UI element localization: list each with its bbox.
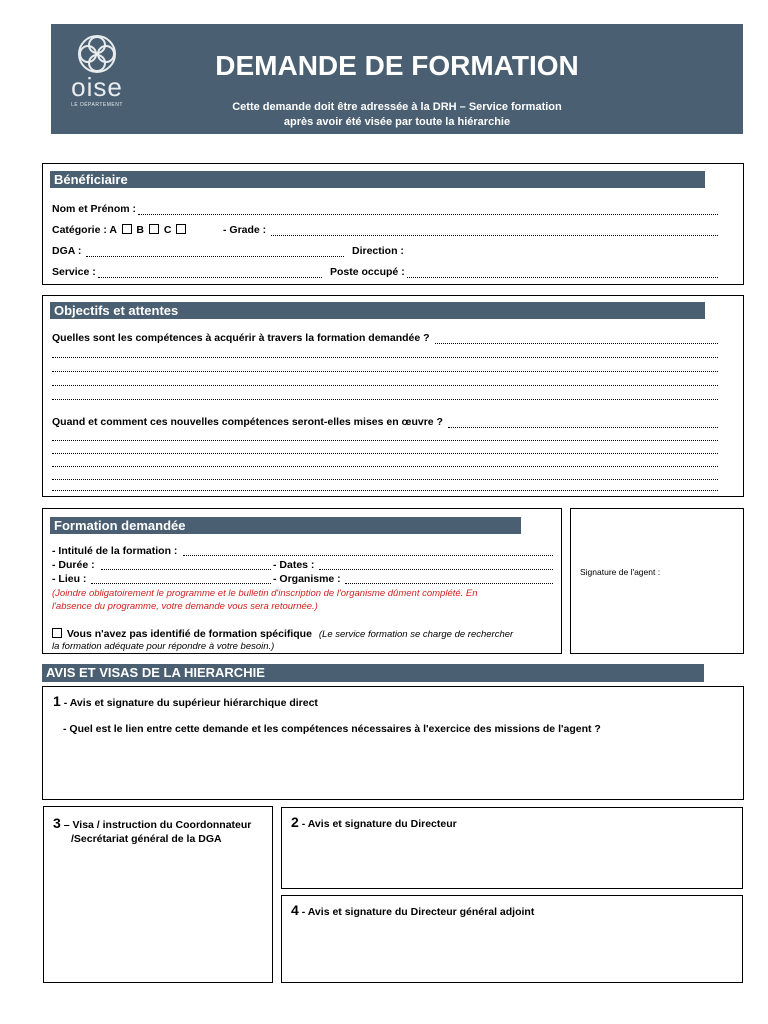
lieu-field[interactable] [91, 583, 271, 584]
avis-box-4[interactable] [281, 895, 743, 983]
avis-3-number: 3 [53, 815, 61, 831]
avis-box-2[interactable] [281, 807, 743, 889]
question-2-line-2[interactable] [52, 453, 718, 454]
poste-label: Poste occupé : [330, 266, 405, 278]
pas-identifie-note-2: la formation adéquate pour répondre à votre besoin.) [52, 641, 275, 652]
avis-2-title-row [291, 814, 457, 830]
formation-section [42, 508, 562, 654]
pas-identifie-row [52, 628, 513, 640]
question-1-line-0[interactable] [435, 343, 718, 344]
dates-field[interactable] [319, 569, 553, 570]
beneficiaire-heading: Bénéficiaire [50, 171, 705, 188]
avis-1-question: - Quel est le lien entre cette demande et les compétences nécessaires à l'exercice des missions de l'agent ? [63, 723, 601, 735]
question-2-line-0[interactable] [448, 427, 718, 428]
page-title [51, 50, 743, 82]
formation-note-1: (Joindre obligatoirement le programme et le bulletin d'inscription de l'organisme dûment complété. En [52, 588, 478, 599]
header-banner [51, 24, 743, 134]
categorie-c-label: C [163, 224, 172, 236]
intitule-field[interactable] [183, 555, 553, 556]
question-2-line-4[interactable] [52, 479, 718, 480]
avis-1-number: 1 [53, 693, 61, 709]
pas-identifie-label: Vous n'avez pas identifié de formation spécifique [66, 628, 312, 640]
avis-3-title-1: – Visa / instruction du Coordonnateur [63, 819, 252, 831]
logo-subtitle: LE DÉPARTEMENT [71, 102, 123, 108]
nom-prenom-field[interactable] [138, 214, 718, 215]
question-1-line-4[interactable] [52, 399, 718, 400]
dga-label: DGA : [52, 245, 82, 257]
formation-note-2: l'absence du programme, votre demande vous sera retournée.) [52, 601, 318, 612]
page-title-text: DEMANDE DE FORMATION [215, 50, 579, 81]
categorie-b-label: B [136, 224, 145, 236]
organisme-label: - Organisme : [273, 573, 341, 585]
avis-3-title-row [53, 815, 251, 831]
avis-2-number: 2 [291, 814, 299, 830]
categorie-b-checkbox[interactable] [149, 224, 159, 234]
question-1-line-2[interactable] [52, 371, 718, 372]
question-1-line-3[interactable] [52, 385, 718, 386]
signature-agent-box[interactable] [570, 508, 744, 654]
intitule-label: - Intitulé de la formation : [52, 545, 178, 557]
avis-4-number: 4 [291, 902, 299, 918]
direction-field[interactable] [411, 256, 718, 257]
header-subtitle-1: Cette demande doit être adressée à la DRH – Service formation [232, 101, 562, 113]
avis-box-3[interactable] [43, 806, 273, 983]
service-label: Service : [52, 266, 96, 278]
categorie-a-checkbox[interactable] [122, 224, 132, 234]
question-2-line-3[interactable] [52, 466, 718, 467]
question-1-line-1[interactable] [52, 357, 718, 358]
avis-1-title: - Avis et signature du supérieur hiérarchique direct [63, 697, 318, 709]
objectifs-section [42, 295, 744, 497]
signature-agent-label: Signature de l'agent : [580, 567, 661, 577]
formation-heading: Formation demandée [50, 517, 521, 534]
categorie-label [52, 224, 188, 236]
categorie-a-label: Catégorie : A [52, 224, 117, 236]
lieu-label: - Lieu : [52, 573, 87, 585]
question-2-label: Quand et comment ces nouvelles compétences seront-elles mises en œuvre ? [52, 416, 443, 428]
duree-field[interactable] [101, 569, 271, 570]
nom-prenom-label: Nom et Prénom : [52, 203, 137, 215]
pas-identifie-checkbox[interactable] [52, 628, 62, 638]
avis-box-1[interactable] [42, 686, 744, 800]
logo-word: oise [71, 72, 123, 102]
dates-label: - Dates : [273, 559, 315, 571]
avis-4-title: - Avis et signature du Directeur général adjoint [301, 906, 535, 918]
grade-label: - Grade : [223, 224, 267, 236]
dga-field[interactable] [86, 256, 344, 257]
avis-3-title-2: /Secrétariat général de la DGA [71, 833, 222, 845]
avis-heading: AVIS ET VISAS DE LA HIERARCHIE [42, 664, 704, 682]
avis-4-title-row [291, 902, 534, 918]
header-subtitle-2: après avoir été visée par toute la hiérarchie [283, 116, 511, 128]
beneficiaire-section [42, 163, 744, 285]
duree-label: - Durée : [52, 559, 95, 571]
service-field[interactable] [98, 277, 322, 278]
question-2-line-1[interactable] [52, 440, 718, 441]
pas-identifie-note-1: (Le service formation se charge de rechercher [318, 629, 514, 640]
question-2-line-5[interactable] [52, 490, 718, 491]
objectifs-heading: Objectifs et attentes [50, 302, 705, 319]
question-1-label: Quelles sont les compétences à acquérir à travers la formation demandée ? [52, 332, 430, 344]
categorie-c-checkbox[interactable] [176, 224, 186, 234]
poste-field[interactable] [407, 277, 718, 278]
direction-label: Direction : [352, 245, 404, 257]
avis-1-title-row [53, 693, 318, 709]
organisme-field[interactable] [345, 583, 553, 584]
grade-field[interactable] [271, 235, 718, 236]
avis-2-title: - Avis et signature du Directeur [301, 818, 457, 830]
